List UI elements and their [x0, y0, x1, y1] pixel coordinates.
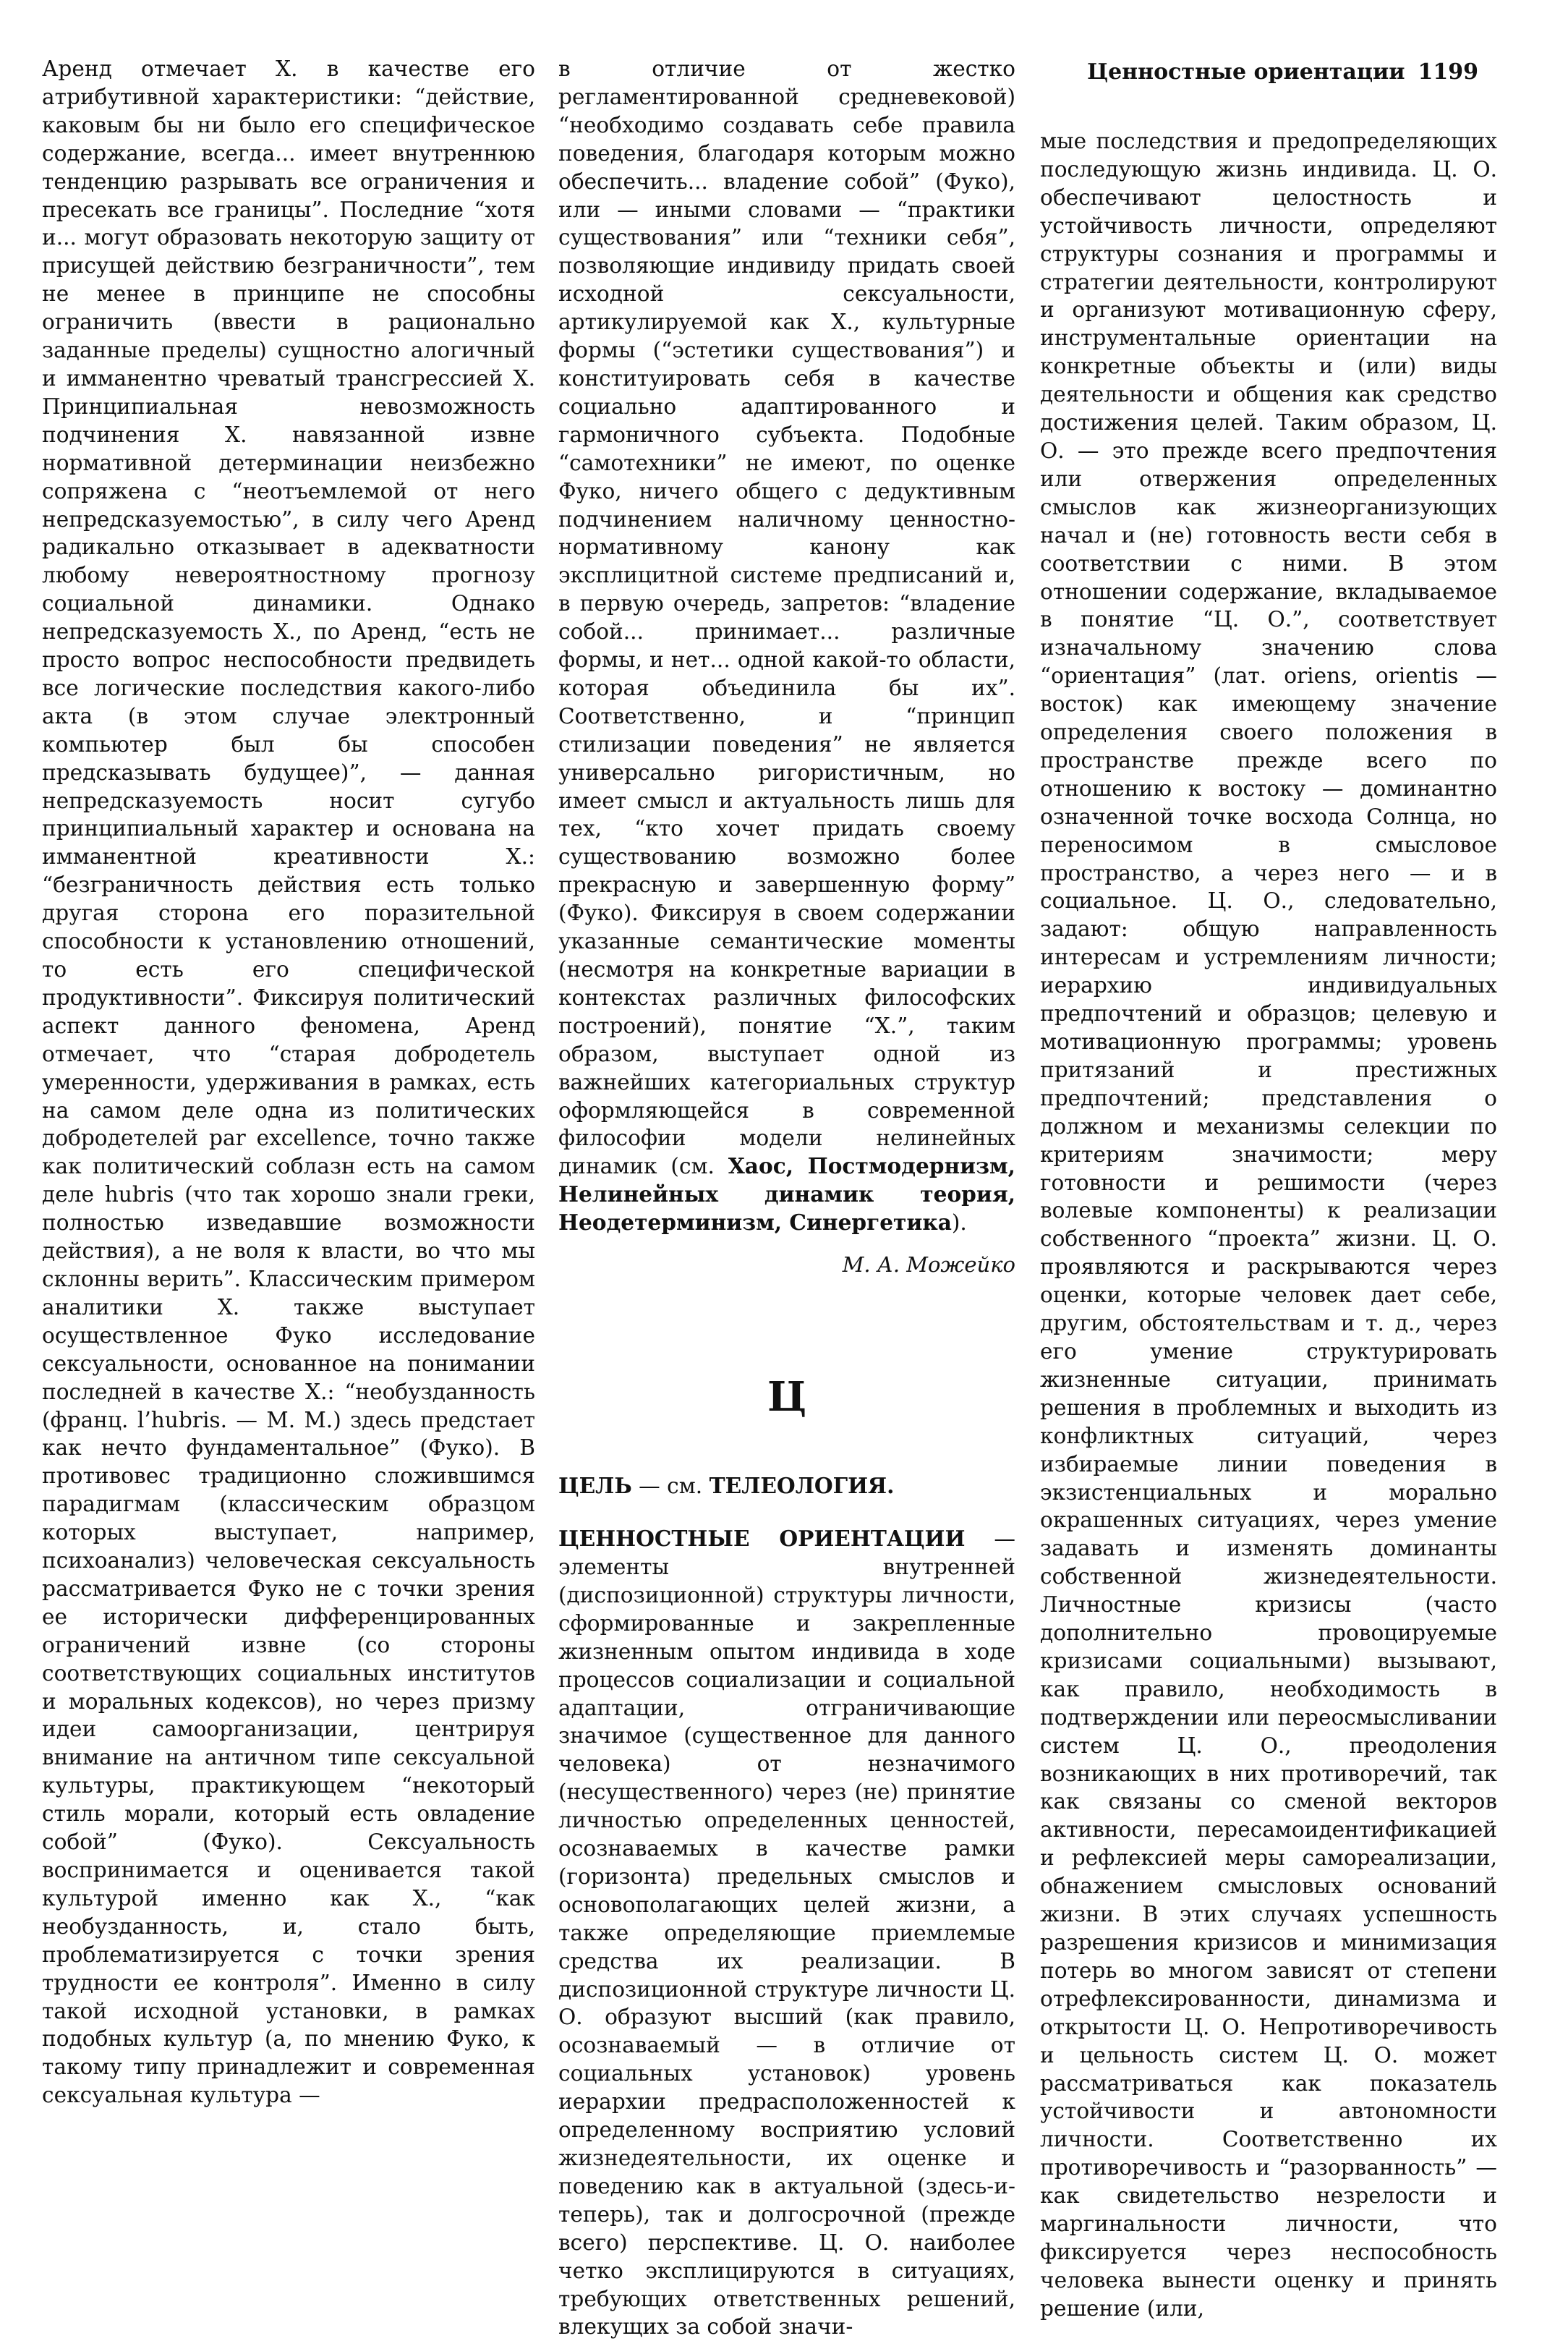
running-header	[1087, 58, 1478, 87]
cross-references-close: ).	[951, 1210, 967, 1236]
see-text: — см.	[639, 1474, 703, 1499]
see-ref: ТЕЛЕОЛОГИЯ.	[709, 1473, 895, 1499]
paragraph-text: в отличие от жестко регламентированной средневековой) “необходимо создавать себе правила поведения, благодаря которым можно обеспечить... владение собой” (Фуко), или — иными словами — “практики существования” или “техники себя”, позволяющие индивиду придать своей исходной сексуальности, артикулируемой как X., культурные формы (“эстетики существования”) и конституировать себя в качестве социально адаптированного и гармоничного субъекта. Подобные “самотехники” не имеют, по оценке Фуко, ничего общего с дедуктивным подчинением наличному ценностно-нормативному канону как эксплицитной системе предписаний и, в первую очередь, запретов: “владение собой... принимает... различные формы, и нет... одной какой-то области, которая объединила бы их”. Соответственно, и “принцип стилизации поведения” не является универсально ригористичным, но имеет смысл и актуальность лишь для тех, “кто хочет придать своему существованию возможно более прекрасную и завершенную форму” (Фуко). Фиксируя в своем содержании указанные семантические моменты (несмотря на конкретные вариации в контекстах различных философских построений), понятие “X.”, таким образом, выступает одной из важнейших категориальных структур оформляющейся в современной философии модели нелинейных динамик (см.	[558, 56, 1015, 1179]
entry-text: — элементы внутренней (диспозиционной) структуры личности, сформированные и закрепленные жизненным опытом индивида в ходе процессов социализации и социальной адаптации, отграничивающие значимое (существенное для данного человека) от незначимого (несущественного) через (не) принятие личностью определенных ценностей, осознаваемых в качестве рамки (горизонта) предельных смыслов и основополагающих целей жизни, а также определяющие приемлемые средства их реализации. В диспозиционной структуре личности Ц. О. образуют высший (как правило, осознаваемый — в отличие от социальных установок) уровень иерархии предрасположенностей к определенному восприятию условий жизнедеятельности, их оценке и поведению как в актуальной (здесь-и-теперь), так и долгосрочной (прежде всего) перспективе. Ц. О. наиболее четко эксплицируются в ситуациях, требующих ответственных решений, влекущих за собой значи-	[558, 1526, 1015, 2340]
column-2	[558, 55, 1015, 2341]
author-signature: М. А. Можейко	[842, 1252, 1015, 1278]
column-3	[1040, 127, 1497, 2323]
body-paragraph: Аренд отмечает X. в качестве его атрибутивной характеристики: “действие, каковым бы ни было его специфическое содержание, всегда... имеет внутреннюю тенденцию разрывать все ограничения и пресекать все границы”. Последние “хотя и... могут образовать некоторую защиту от присущей действию безграничности”, тем не менее в принципе не способны ограничить (ввести в рационально заданные пределы) сущностно алогичный и имманентно чреватый трансгрессией X. Принципиальная невозможность подчинения X. навязанной извне нормативной детерминации неизбежно сопряжена с “неотъемлемой от него непредсказуемостью”, в силу чего Аренд радикально отказывает в адекватности любому невероятностному прогнозу социальной динамики. Однако непредсказуемость X., по Аренд, “есть не просто вопрос неспособности предвидеть все логические последствия какого-либо акта (в этом случае электронный компьютер был бы способен предсказывать будущее)”, — данная непредсказуемость носит сугубо принципиальный характер и основана на имманентной креативности X.: “безграничность действия есть только другая сторона его поразительной способности к установлению отношений, то есть его специфической продуктивности”. Фиксируя политический аспект данного феномена, Аренд отмечает, что “старая добродетель умеренности, удерживания в рамках, есть на самом деле одна из политических добродетелей par excellence, точно также как политический соблазн есть на самом деле hubris (что так хорошо знали греки, полностью изведавшие возможности действия), а не воля к власти, во что мы склонны верить”. Классическим примером аналитики X. также выступает осуществленное Фуко исследование сексуальности, основанное на понимании последней в качестве X.: “необузданность (франц. l’hubris. — М. М.) здесь предстает как нечто фундаментальное” (Фуко). В противовес традиционно сложившимся парадигмам (классическим образцом которых выступает, например, психоанализ) человеческая сексуальность рассматривается Фуко не с точки зрения ее исторически дифференцированных ограничений извне (со стороны соответствующих социальных институтов и моральных кодексов), но через призму идеи самоорганизации, центрируя внимание на античном типе сексуальной культуры, практикующем “некоторый стиль морали, который есть овладение собой” (Фуко). Сексуальность воспринимается и оценивается такой культурой именно как X., “как необузданность, и, стало быть, проблематизируется с точки зрения трудности ее контроля”. Именно в силу такой исходной установки, в рамках подобных культур (а, по мнению Фуко, к такому типу принадлежит и современная сексуальная культура —	[42, 56, 535, 2108]
body-paragraph	[558, 55, 1015, 1237]
dictionary-entry	[558, 1525, 1015, 2341]
cross-references: Хаос, Постмодернизм, Нелинейных динамик теория, Неодетерминизм, Синергетика	[558, 1153, 1015, 1236]
page-number: 1199	[1418, 59, 1478, 85]
entry-term: ЦЕННОСТНЫЕ ОРИЕНТАЦИИ	[558, 1526, 966, 1552]
header-title: Ценностные ориентации	[1087, 59, 1405, 85]
section-letter: Ц	[767, 1373, 807, 1422]
see-also-entry	[558, 1471, 1015, 1500]
column-1	[42, 55, 535, 2110]
see-term: ЦЕЛЬ	[558, 1473, 632, 1499]
body-paragraph: мые последствия и предопределяющих последующую жизнь индивида. Ц. О. обеспечивают целостность и устойчивость личности, определяют структуры сознания и программы и стратегии деятельности, контролируют и организуют мотивационную сферу, инструментальные ориентации на конкретные объекты и (или) виды деятельности и общения как средство достижения целей. Таким образом, Ц. О. — это прежде всего предпочтения или отвержения определенных смыслов как жизнеорганизующих начал и (не) готовность вести себя в соответствии с ними. В этом отношении содержание, вкладываемое в понятие “Ц. О.”, соответствует изначальному значению слова “ориентация” (лат. oriens, orientis — восток) как имеющему значение определения своего положения в пространстве прежде всего по отношению к востоку — доминантно означенной точке восхода Солнца, но переносимом в смысловое пространство, а через него — и в социальное. Ц. О., следовательно, задают: общую направленность интересам и устремлениям личности; иерархию индивидуальных предпочтений и образцов; целевую и мотивационную программы; уровень притязаний и престижных предпочтений; представления о должном и механизмы селекции по критериям значимости; меру готовности и решимости (через волевые компоненты) к реализации собственного “проекта” жизни. Ц. О. проявляются и раскрываются через оценки, которые человек дает себе, другим, обстоятельствам и т. д., через его умение структурировать жизненные ситуации, принимать решения в проблемных и выходить из конфликтных ситуаций, через избираемые линии поведения в экзистенциальных и морально окрашенных ситуациях, через умение задавать и изменять доминанты собственной жизнедеятельности. Личностные кризисы (часто дополнительно провоцируемые кризисами социальными) вызывают, как правило, необходимость в подтверждении или переосмысливании систем Ц. О., преодоления возникающих в них противоречий, так как связаны со сменой векторов активности, пересамоидентификацией и рефлексией меры самореализации, обнажением смысловых оснований жизни. В этих случаях успешность разрешения кризисов и минимизация потерь во многом зависят от степени отрефлексированности, динамизма и открытости Ц. О. Непротиворечивость и цельность систем Ц. О. может рассматриваться как показатель устойчивости и автономности личности. Соответственно их противоречивость и “разорванность” — как свидетельство незрелости и маргинальности личности, что фиксируется через неспособность человека вынести оценку и принять решение (или,	[1040, 129, 1497, 2321]
